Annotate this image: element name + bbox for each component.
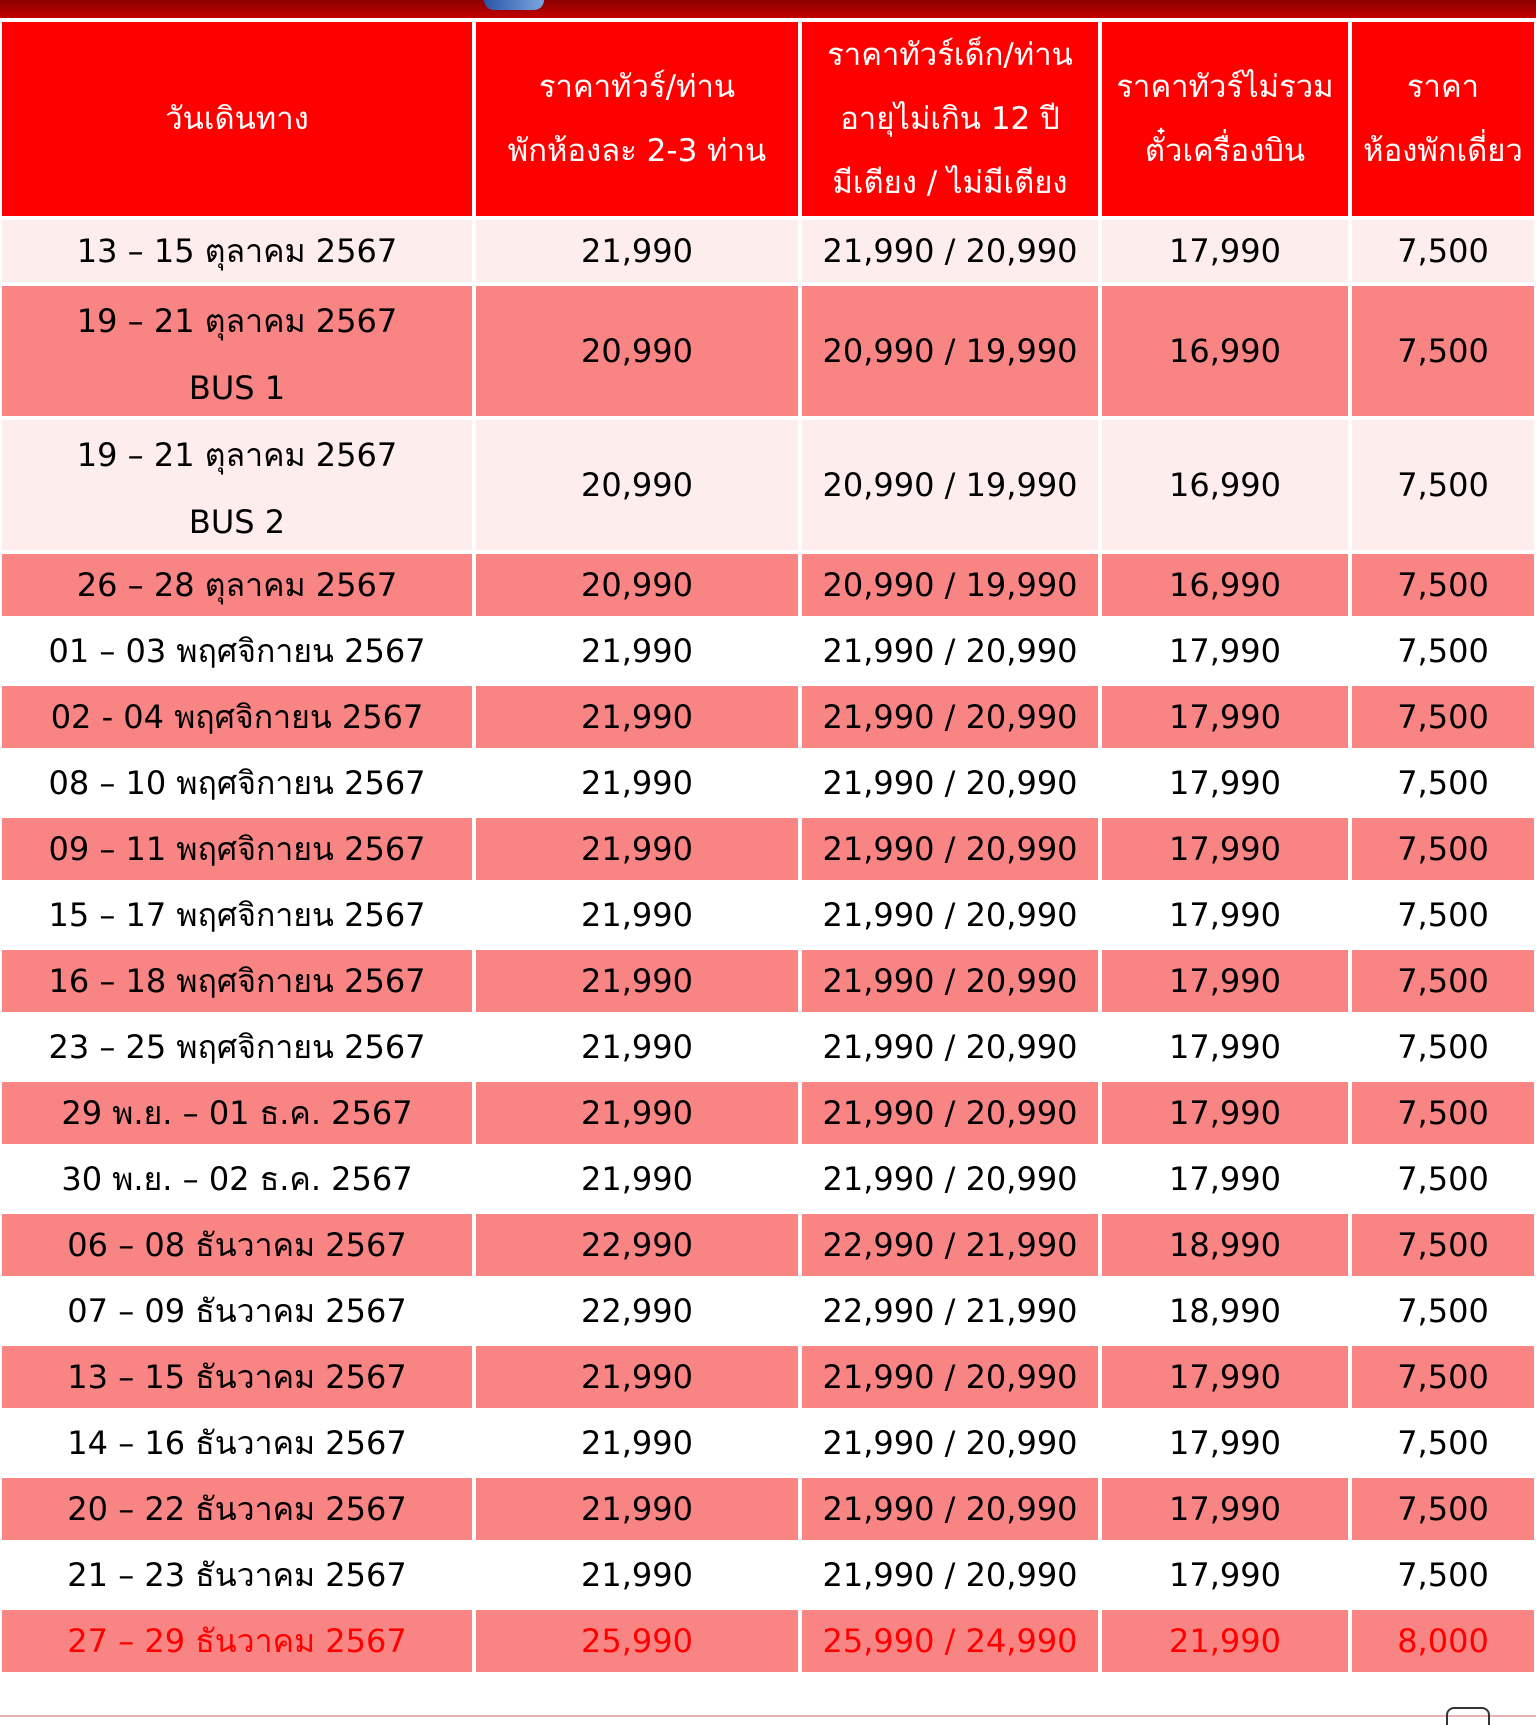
cell-date: 08 – 10 พฤศจิกายน 2567 (2, 752, 472, 814)
top-banner-strip (0, 0, 1536, 18)
cell-date: 14 – 16 ธันวาคม 2567 (2, 1412, 472, 1474)
header-no-flight-line2: ตั๋วเครื่องบิน (1144, 133, 1306, 169)
cell-date: 13 – 15 ตุลาคม 2567 (2, 220, 472, 282)
header-child-price-line1: ราคาทัวร์เด็ก/ท่าน (827, 37, 1073, 73)
cell-single-room: 7,500 (1352, 620, 1534, 682)
bottom-divider (0, 1715, 1536, 1725)
cell-date: 09 – 11 พฤศจิกายน 2567 (2, 818, 472, 880)
cell-date: 13 – 15 ธันวาคม 2567 (2, 1346, 472, 1408)
header-child-price-line2: อายุไม่เกิน 12 ปี (840, 101, 1060, 137)
cell-date: 02 - 04 พฤศจิกายน 2567 (2, 686, 472, 748)
table-row (2, 1346, 1534, 1408)
table-row (2, 950, 1534, 1012)
cell-adult-price: 21,990 (476, 752, 798, 814)
cell-date (2, 286, 472, 416)
cell-date: 29 พ.ย. – 01 ธ.ค. 2567 (2, 1082, 472, 1144)
cell-single-room: 7,500 (1352, 220, 1534, 282)
cell-single-room: 7,500 (1352, 1082, 1534, 1144)
cell-single-room: 8,000 (1352, 1610, 1534, 1672)
cell-adult-price: 21,990 (476, 1346, 798, 1408)
cell-single-room: 7,500 (1352, 1544, 1534, 1606)
header-no-flight-line1: ราคาทัวร์ไม่รวม (1116, 69, 1334, 105)
cell-child-price: 25,990 / 24,990 (802, 1610, 1098, 1672)
cell-single-room: 7,500 (1352, 1016, 1534, 1078)
cell-single-room: 7,500 (1352, 1214, 1534, 1276)
header-travel-date (2, 22, 472, 216)
cell-adult-price: 21,990 (476, 620, 798, 682)
table-row (2, 752, 1534, 814)
cell-date: 01 – 03 พฤศจิกายน 2567 (2, 620, 472, 682)
header-adult-price-line1: ราคาทัวร์/ท่าน (538, 69, 736, 105)
table-row-highlight (2, 1610, 1534, 1672)
cell-date-bus: BUS 2 (188, 502, 286, 541)
cell-adult-price: 21,990 (476, 1478, 798, 1540)
cell-adult-price: 25,990 (476, 1610, 798, 1672)
table-header-row (2, 22, 1534, 216)
cell-no-flight-price: 16,990 (1102, 286, 1348, 416)
cell-adult-price: 21,990 (476, 686, 798, 748)
table-row (2, 1148, 1534, 1210)
table-row (2, 686, 1534, 748)
header-no-flight-price (1102, 22, 1348, 216)
header-child-price-line3: มีเตียง / ไม่มีเตียง (832, 165, 1068, 201)
cell-adult-price: 22,990 (476, 1280, 798, 1342)
cell-single-room: 7,500 (1352, 1346, 1534, 1408)
cell-single-room: 7,500 (1352, 554, 1534, 616)
cell-single-room: 7,500 (1352, 950, 1534, 1012)
cell-date: 07 – 09 ธันวาคม 2567 (2, 1280, 472, 1342)
table-row (2, 818, 1534, 880)
table-row (2, 554, 1534, 616)
cell-child-price: 22,990 / 21,990 (802, 1280, 1098, 1342)
cell-date: 21 – 23 ธันวาคม 2567 (2, 1544, 472, 1606)
cell-date: 15 – 17 พฤศจิกายน 2567 (2, 884, 472, 946)
cell-no-flight-price: 17,990 (1102, 1412, 1348, 1474)
cell-no-flight-price: 21,990 (1102, 1610, 1348, 1672)
cell-adult-price: 21,990 (476, 1016, 798, 1078)
cell-child-price: 21,990 / 20,990 (802, 620, 1098, 682)
cell-single-room: 7,500 (1352, 884, 1534, 946)
table-row (2, 1016, 1534, 1078)
corner-decoration-icon (1446, 1707, 1490, 1725)
cell-no-flight-price: 16,990 (1102, 554, 1348, 616)
cell-date: 23 – 25 พฤศจิกายน 2567 (2, 1016, 472, 1078)
cell-no-flight-price: 17,990 (1102, 1016, 1348, 1078)
cell-date: 16 – 18 พฤศจิกายน 2567 (2, 950, 472, 1012)
cell-adult-price: 21,990 (476, 1412, 798, 1474)
cell-child-price: 21,990 / 20,990 (802, 686, 1098, 748)
cell-adult-price: 22,990 (476, 1214, 798, 1276)
cell-no-flight-price: 17,990 (1102, 1148, 1348, 1210)
cell-date: 20 – 22 ธันวาคม 2567 (2, 1478, 472, 1540)
header-single-room-line1: ราคา (1406, 69, 1480, 105)
cell-date (2, 420, 472, 550)
cell-no-flight-price: 17,990 (1102, 1544, 1348, 1606)
header-single-room (1352, 22, 1534, 216)
table-row (2, 1478, 1534, 1540)
cell-child-price: 21,990 / 20,990 (802, 884, 1098, 946)
cell-adult-price: 21,990 (476, 950, 798, 1012)
cell-no-flight-price: 18,990 (1102, 1214, 1348, 1276)
banner-decoration (484, 0, 544, 10)
cell-child-price: 21,990 / 20,990 (802, 1082, 1098, 1144)
cell-single-room: 7,500 (1352, 1478, 1534, 1540)
header-adult-price-line2: พักห้องละ 2-3 ท่าน (507, 133, 767, 169)
cell-child-price: 22,990 / 21,990 (802, 1214, 1098, 1276)
cell-child-price: 21,990 / 20,990 (802, 752, 1098, 814)
cell-adult-price: 20,990 (476, 554, 798, 616)
cell-single-room: 7,500 (1352, 1412, 1534, 1474)
cell-date-bus: BUS 1 (188, 368, 286, 407)
cell-no-flight-price: 17,990 (1102, 686, 1348, 748)
header-travel-date-label: วันเดินทาง (165, 101, 309, 137)
cell-no-flight-price: 17,990 (1102, 1478, 1348, 1540)
cell-single-room: 7,500 (1352, 686, 1534, 748)
cell-date: 30 พ.ย. – 02 ธ.ค. 2567 (2, 1148, 472, 1210)
header-child-price (802, 22, 1098, 216)
cell-child-price: 21,990 / 20,990 (802, 220, 1098, 282)
table-row (2, 1280, 1534, 1342)
cell-child-price: 21,990 / 20,990 (802, 1544, 1098, 1606)
cell-date: 27 – 29 ธันวาคม 2567 (2, 1610, 472, 1672)
cell-no-flight-price: 17,990 (1102, 1346, 1348, 1408)
table-row (2, 1214, 1534, 1276)
cell-single-room: 7,500 (1352, 420, 1534, 550)
cell-adult-price: 21,990 (476, 884, 798, 946)
table-row (2, 1544, 1534, 1606)
cell-no-flight-price: 17,990 (1102, 752, 1348, 814)
cell-child-price: 21,990 / 20,990 (802, 950, 1098, 1012)
table-row (2, 884, 1534, 946)
cell-child-price: 20,990 / 19,990 (802, 554, 1098, 616)
cell-adult-price: 21,990 (476, 220, 798, 282)
header-single-room-line2: ห้องพักเดี่ยว (1363, 133, 1523, 169)
cell-date-line1: 19 – 21 ตุลาคม 2567 (76, 435, 398, 474)
cell-child-price: 21,990 / 20,990 (802, 1346, 1098, 1408)
cell-adult-price: 21,990 (476, 818, 798, 880)
cell-child-price: 21,990 / 20,990 (802, 1478, 1098, 1540)
table-row (2, 220, 1534, 282)
tour-price-table (0, 18, 1536, 1676)
header-adult-price (476, 22, 798, 216)
cell-single-room: 7,500 (1352, 818, 1534, 880)
cell-no-flight-price: 17,990 (1102, 1082, 1348, 1144)
table-row (2, 1412, 1534, 1474)
table-row (2, 420, 1534, 550)
cell-no-flight-price: 17,990 (1102, 884, 1348, 946)
table-row (2, 620, 1534, 682)
cell-single-room: 7,500 (1352, 752, 1534, 814)
cell-child-price: 20,990 / 19,990 (802, 420, 1098, 550)
cell-single-room: 7,500 (1352, 286, 1534, 416)
cell-adult-price: 21,990 (476, 1544, 798, 1606)
cell-child-price: 21,990 / 20,990 (802, 1016, 1098, 1078)
table-row (2, 1082, 1534, 1144)
cell-date: 06 – 08 ธันวาคม 2567 (2, 1214, 472, 1276)
cell-date-line1: 19 – 21 ตุลาคม 2567 (76, 301, 398, 340)
cell-no-flight-price: 17,990 (1102, 950, 1348, 1012)
cell-no-flight-price: 17,990 (1102, 818, 1348, 880)
cell-adult-price: 20,990 (476, 420, 798, 550)
table-row (2, 286, 1534, 416)
cell-child-price: 21,990 / 20,990 (802, 1148, 1098, 1210)
cell-child-price: 20,990 / 19,990 (802, 286, 1098, 416)
cell-child-price: 21,990 / 20,990 (802, 818, 1098, 880)
cell-no-flight-price: 18,990 (1102, 1280, 1348, 1342)
cell-no-flight-price: 17,990 (1102, 220, 1348, 282)
cell-single-room: 7,500 (1352, 1148, 1534, 1210)
cell-adult-price: 20,990 (476, 286, 798, 416)
cell-date: 26 – 28 ตุลาคม 2567 (2, 554, 472, 616)
cell-child-price: 21,990 / 20,990 (802, 1412, 1098, 1474)
cell-no-flight-price: 17,990 (1102, 620, 1348, 682)
cell-single-room: 7,500 (1352, 1280, 1534, 1342)
cell-no-flight-price: 16,990 (1102, 420, 1348, 550)
cell-adult-price: 21,990 (476, 1148, 798, 1210)
cell-adult-price: 21,990 (476, 1082, 798, 1144)
